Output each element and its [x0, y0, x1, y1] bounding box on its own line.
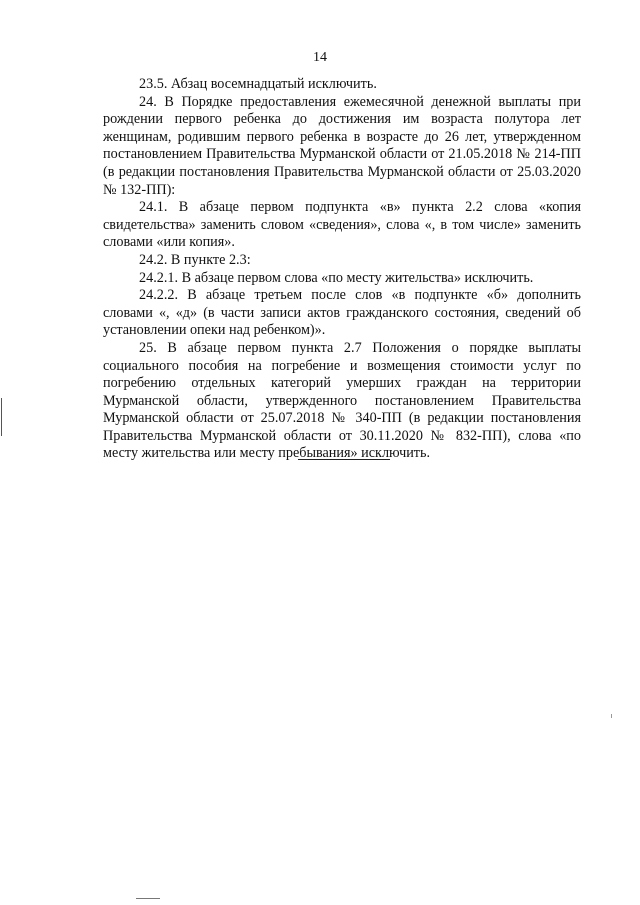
paragraph-24-2-1: 24.2.1. В абзаце первом слова «по месту жительства» исключить.	[139, 269, 534, 286]
scan-margin-mark	[1, 398, 2, 436]
document-body	[103, 76, 581, 463]
scan-bottom-mark	[136, 898, 160, 899]
paragraph-25: 25. В абзаце первом пункта 2.7 Положения о порядке выплаты социального пособия на погребение и возмещения стоимости услуг по погребению отдельных категорий умерших граждан на территории Мурманской области, утвержденного постановлением Правительства Мурманской области от 25.07.2018 № 340-ПП (в редакции постановления Правительства Мурманской области от 30.11.2020 № 832-ПП), слова «по месту жительства или месту пребывания» исключить.	[103, 339, 581, 462]
page-number: 14	[313, 50, 327, 65]
paragraph-24-2: 24.2. В пункте 2.3:	[139, 251, 251, 268]
paragraph-24-2-2: 24.2.2. В абзаце третьем после слов «в подпункте «б» дополнить словами «, «д» (в части записи актов гражданского состояния, сведений об установлении опеки над ребенком)».	[103, 287, 581, 339]
scan-dot-mark	[611, 714, 612, 718]
paragraph-24-1: 24.1. В абзаце первом подпункта «в» пункта 2.2 слова «копия свидетельства» заменить словом «сведения», слова «, в том числе» заменить словами «или копия».	[103, 199, 581, 251]
end-separator-line	[298, 459, 390, 460]
paragraph-24: 24. В Порядке предоставления ежемесячной денежной выплаты при рождении первого ребенка до достижения им возраста полутора лет женщинам, родившим первого ребенка в возрасте до 26 лет, утвержденном постановлением Правительства Мурманской области от 21.05.2018 № 214-ПП (в редакции постановления Правительства Мурманской области от 25.03.2020 № 132-ПП):	[103, 93, 581, 198]
paragraph-23-5: 23.5. Абзац восемнадцатый исключить.	[139, 76, 377, 92]
